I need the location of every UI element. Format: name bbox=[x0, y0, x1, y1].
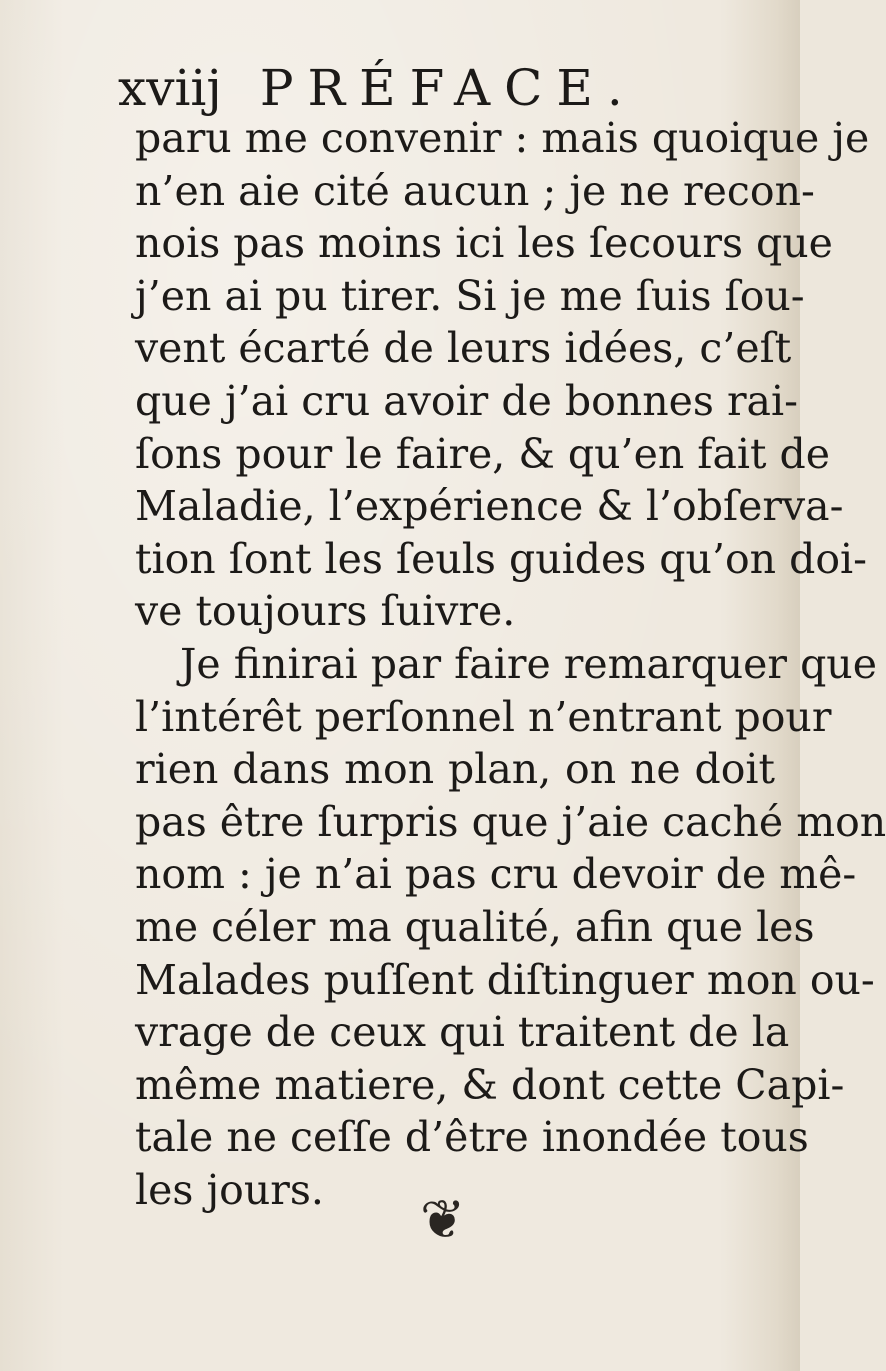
running-header bbox=[118, 60, 637, 116]
page-number: xviij bbox=[118, 59, 222, 117]
text-line: rien dans mon plan, on ne doit bbox=[135, 745, 775, 794]
text-line: me céler ma qualité, afin que les bbox=[135, 902, 815, 951]
text-line: vent écarté de leurs idées, c’eſt bbox=[135, 324, 792, 373]
text-line: les jours. bbox=[135, 1165, 324, 1214]
text-line: j’en ai pu tirer. Si je me ſuis ſou- bbox=[135, 271, 805, 320]
text-line: paru me convenir : mais quoique je bbox=[135, 114, 870, 162]
text-line: même matiere, & dont cette Capi- bbox=[135, 1060, 845, 1109]
text-line: n’en aie cité aucun ; je ne recon- bbox=[135, 166, 815, 215]
text-line: pas être ſurpris que j’aie caché mon bbox=[135, 797, 886, 846]
fleuron-ornament-icon: ❦ bbox=[420, 1188, 466, 1251]
text-line: Malades puſſent diſtinguer mon ou- bbox=[135, 955, 875, 1004]
text-line: tale ne ceſſe d’être inondée tous bbox=[135, 1113, 809, 1162]
running-title: PRÉFACE. bbox=[259, 59, 637, 117]
text-line: ve toujours ſuivre. bbox=[135, 587, 516, 636]
text-line: nois pas moins ici les ſecours que bbox=[135, 219, 833, 268]
text-line: Maladie, l’expérience & l’obſerva- bbox=[135, 482, 844, 531]
text-line: que j’ai cru avoir de bonnes rai- bbox=[135, 376, 798, 425]
text-line: tion ſont les ſeuls guides qu’on doi- bbox=[135, 534, 868, 583]
text-line: vrage de ceux qui traitent de la bbox=[135, 1008, 790, 1057]
text-line: Je finirai par faire remarquer que bbox=[180, 639, 877, 688]
body-text bbox=[135, 112, 886, 1216]
text-line: nom : je n’ai pas cru devoir de mê- bbox=[135, 850, 857, 899]
text-line: ſons pour le faire, & qu’en fait de bbox=[135, 429, 831, 478]
text-line: l’intérêt perſonnel n’entrant pour bbox=[135, 692, 832, 741]
